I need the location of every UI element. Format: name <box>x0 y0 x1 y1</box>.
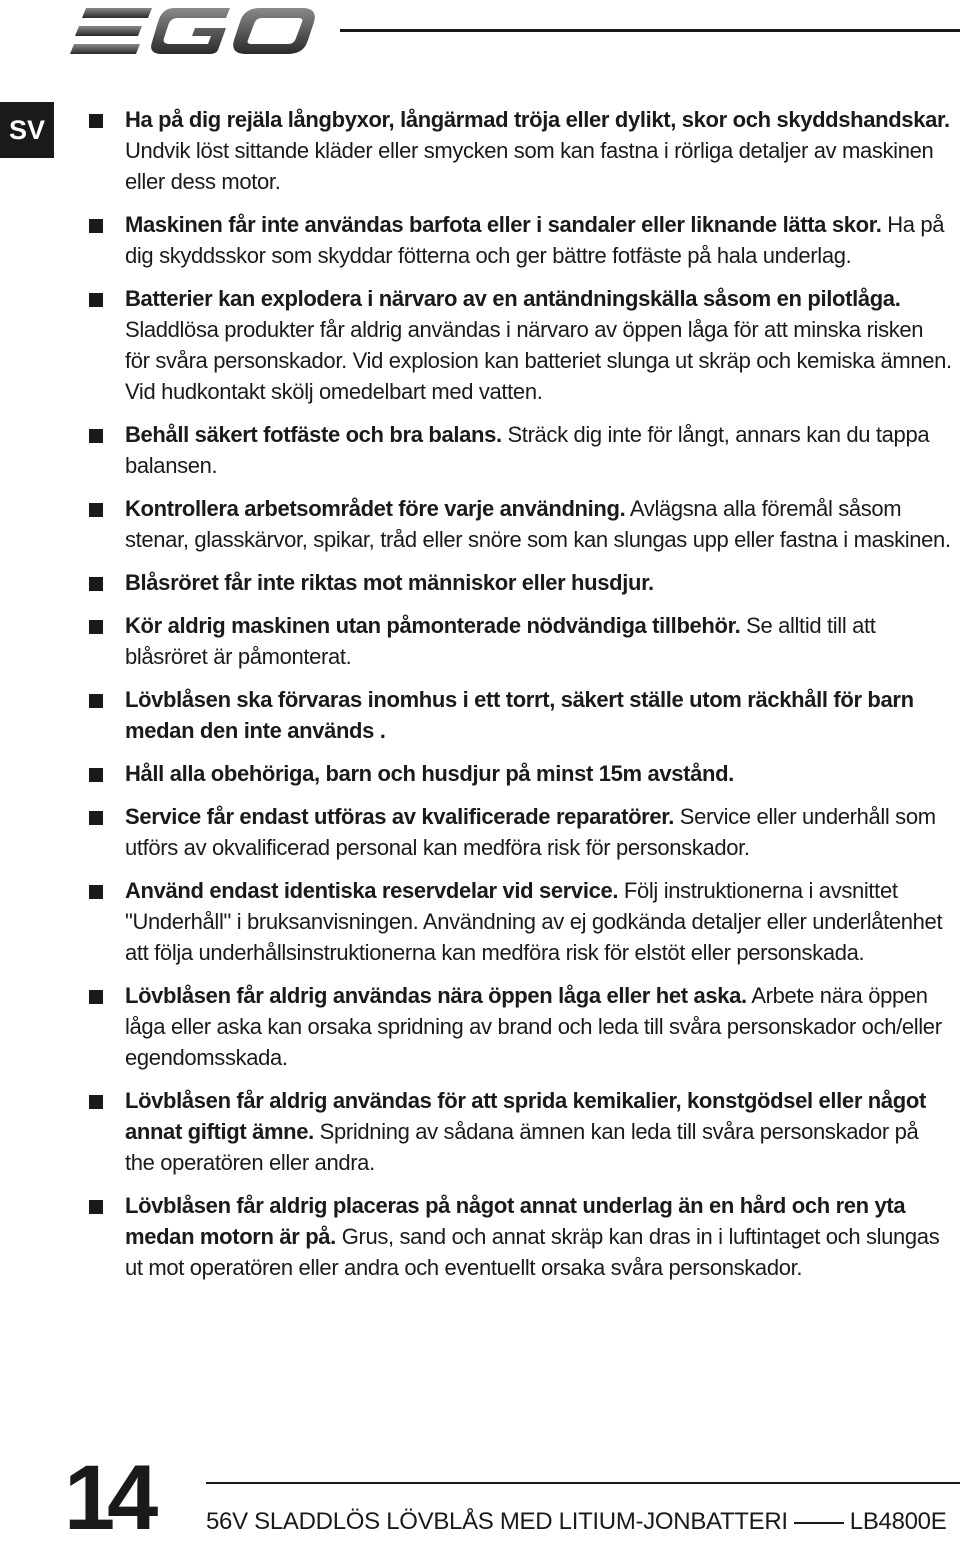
list-item-bold-text: Kontrollera arbetsområdet före varje användning. <box>125 496 626 521</box>
header-rule <box>340 29 960 32</box>
list-item <box>86 980 952 1073</box>
square-bullet-icon <box>89 293 103 307</box>
footer-dash <box>794 1522 844 1524</box>
list-item-bold-text: Lövblåsen får aldrig användas för att sprida kemikalier, konstgödsel eller något annat giftigt ämne. <box>125 1088 926 1144</box>
list-item-bold-text: Ha på dig rejäla långbyxor, långärmad tröja eller dylikt, skor och skyddshandskar. <box>125 107 950 132</box>
footer-title <box>206 1508 946 1536</box>
list-item <box>86 801 952 863</box>
list-item <box>86 684 952 746</box>
list-item <box>86 104 952 197</box>
list-item-text: Arbete nära öppen låga eller aska kan orsaka spridning av brand och leda till svåra personskador och/eller egendomsskada. <box>125 983 942 1070</box>
language-tab: SV <box>0 102 54 158</box>
list-item <box>86 875 952 968</box>
list-item <box>86 1085 952 1178</box>
list-item-text: Service eller underhåll som utförs av okvalificerad personal kan medföra risk för personskador. <box>125 804 936 860</box>
square-bullet-icon <box>89 990 103 1004</box>
list-item-bold-text: Behåll säkert fotfäste och bra balans. <box>125 422 502 447</box>
list-item <box>86 209 952 271</box>
list-item-bold-text: Service får endast utföras av kvalificerade reparatörer. <box>125 804 675 829</box>
list-item-text: Följ instruktionerna i avsnittet "Underhåll" i bruksanvisningen. Användning av ej godkända detaljer eller underlåtenhet att följa underhållsinstruktionerna kan medföra risk för elstöt eller personskada. <box>125 878 943 965</box>
list-item <box>86 567 952 598</box>
square-bullet-icon <box>89 768 103 782</box>
list-item-bold-text: Lövblåsen får aldrig placeras på något annat underlag än en hård och ren yta medan motorn är på. <box>125 1193 906 1249</box>
list-item <box>86 493 952 555</box>
safety-list <box>86 104 952 1295</box>
ego-logo <box>70 4 315 58</box>
square-bullet-icon <box>89 811 103 825</box>
list-item <box>86 283 952 407</box>
list-item-bold-text: Batterier kan explodera i närvaro av en antändningskälla såsom en pilotlåga. <box>125 286 901 311</box>
list-item-text: Se alltid till att blåsröret är påmonterat. <box>125 613 876 669</box>
square-bullet-icon <box>89 577 103 591</box>
list-item-text: Avlägsna alla föremål såsom stenar, glasskärvor, spikar, tråd eller snöre som kan slungas upp eller fastna i maskinen. <box>125 496 951 552</box>
list-item-bold-text: Håll alla obehöriga, barn och husdjur på minst 15m avstånd. <box>125 761 734 786</box>
list-item <box>86 1190 952 1283</box>
list-item <box>86 610 952 672</box>
list-item-bold-text: Lövblåsen ska förvaras inomhus i ett torrt, säkert ställe utom räckhåll för barn medan den inte används . <box>125 687 914 743</box>
list-item-text: Sladdlösa produkter får aldrig användas i närvaro av öppen låga för att minska risken för svåra personskador. Vid explosion kan batteriet slunga ut skräp och kemiska ämnen. Vid hudkontakt skölj omedelbart med vatten. <box>125 317 952 404</box>
list-item-bold-text: Använd endast identiska reservdelar vid service. <box>125 878 619 903</box>
list-item <box>86 758 952 789</box>
list-item-text: Spridning av sådana ämnen kan leda till svåra personskador på the operatören eller andra. <box>125 1119 919 1175</box>
list-item-text: Undvik löst sittande kläder eller smycken som kan fastna i rörliga detaljer av maskinen eller dess motor. <box>125 138 934 194</box>
footer-model: LB4800E <box>849 1508 947 1535</box>
page-header <box>0 0 960 70</box>
square-bullet-icon <box>89 429 103 443</box>
square-bullet-icon <box>89 503 103 517</box>
list-item <box>86 419 952 481</box>
list-item-text: Grus, sand och annat skräp kan dras in i luftintaget och slungas ut mot operatören eller andra och eventuellt orsaka svåra personskador. <box>125 1224 940 1280</box>
list-item-text: Sträck dig inte för långt, annars kan du tappa balansen. <box>125 422 930 478</box>
list-item-bold-text: Blåsröret får inte riktas mot människor eller husdjur. <box>125 570 654 595</box>
list-item-bold-text: Maskinen får inte användas barfota eller i sandaler eller liknande lätta skor. <box>125 212 882 237</box>
footer-rule <box>206 1482 960 1484</box>
square-bullet-icon <box>89 1095 103 1109</box>
square-bullet-icon <box>89 219 103 233</box>
square-bullet-icon <box>89 620 103 634</box>
square-bullet-icon <box>89 114 103 128</box>
square-bullet-icon <box>89 885 103 899</box>
list-item-bold-text: Kör aldrig maskinen utan påmonterade nödvändiga tillbehör. <box>125 613 741 638</box>
page-number: 14 <box>64 1447 151 1549</box>
footer-product-title: 56V SLADDLÖS LÖVBLÅS MED LITIUM-JONBATTERI <box>206 1508 788 1535</box>
list-item-bold-text: Lövblåsen får aldrig användas nära öppen låga eller het aska. <box>125 983 747 1008</box>
list-item-text: Ha på dig skyddsskor som skyddar fötterna och ger bättre fotfäste på hala underlag. <box>125 212 945 268</box>
square-bullet-icon <box>89 1200 103 1214</box>
square-bullet-icon <box>89 694 103 708</box>
